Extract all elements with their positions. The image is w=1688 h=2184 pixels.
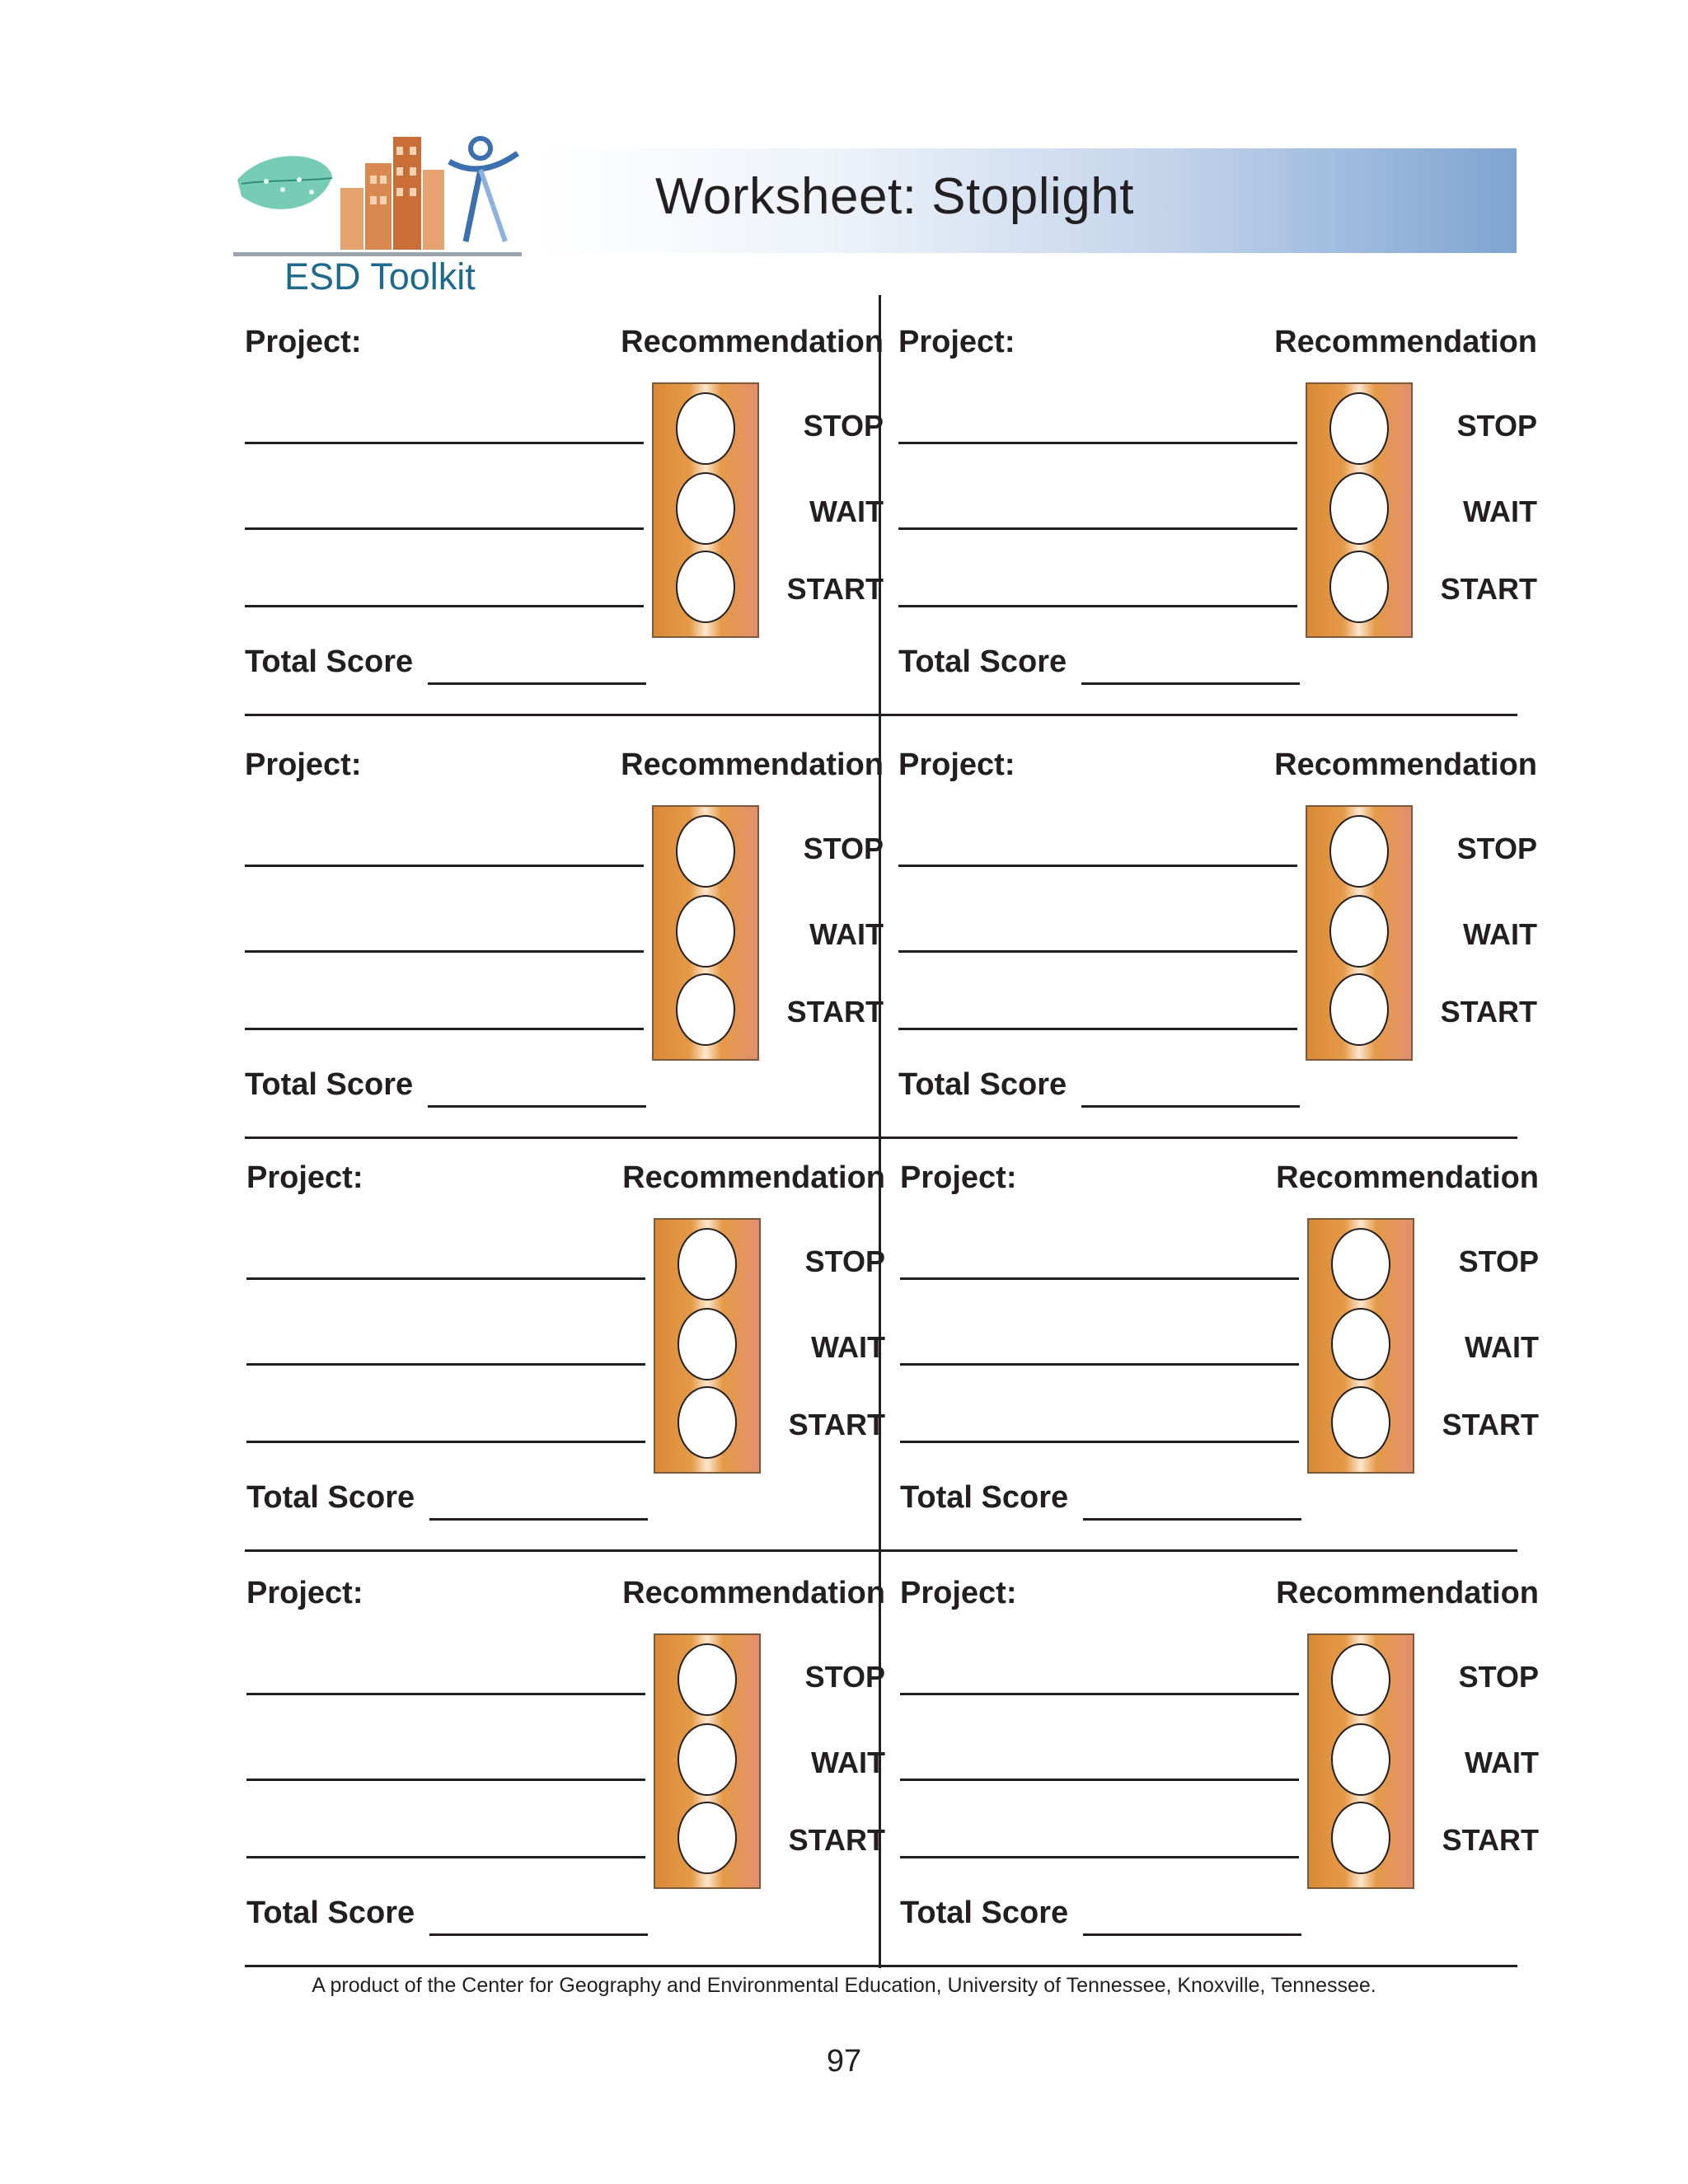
project-line[interactable] xyxy=(246,1693,645,1695)
project-line[interactable] xyxy=(246,1779,645,1781)
worksheet-cell xyxy=(246,1546,885,1958)
start-bulb[interactable] xyxy=(1331,1386,1390,1459)
worksheet-cell xyxy=(898,295,1537,707)
page-number: 97 xyxy=(826,2044,862,2079)
project-label: Project: xyxy=(246,1576,363,1610)
recommendation-label: Recommendation xyxy=(1276,1576,1539,1610)
project-line[interactable] xyxy=(246,1363,645,1366)
project-line[interactable] xyxy=(245,1028,644,1030)
leaf-icon xyxy=(237,156,332,209)
stop-bulb[interactable] xyxy=(1329,815,1389,888)
stop-bulb[interactable] xyxy=(1329,392,1389,465)
total-score-label: Total Score xyxy=(900,1480,1069,1515)
total-score-line[interactable] xyxy=(429,1933,648,1936)
start-bulb[interactable] xyxy=(676,973,735,1046)
start-bulb[interactable] xyxy=(678,1802,737,1874)
project-line[interactable] xyxy=(900,1856,1299,1858)
worksheet-cell xyxy=(245,295,884,707)
project-label: Project: xyxy=(245,748,362,782)
row-divider xyxy=(245,714,1517,716)
stop-bulb[interactable] xyxy=(1331,1643,1390,1716)
stoplight-icon xyxy=(654,1633,761,1889)
project-line[interactable] xyxy=(246,1441,645,1443)
start-label: START xyxy=(786,572,884,606)
project-label: Project: xyxy=(900,1160,1017,1195)
wait-bulb[interactable] xyxy=(1331,1308,1390,1380)
total-score-line[interactable] xyxy=(1083,1518,1301,1521)
stop-label: STOP xyxy=(1458,1244,1539,1278)
total-score-line[interactable] xyxy=(1081,1105,1300,1108)
total-score-line[interactable] xyxy=(428,1105,646,1108)
esd-toolkit-logo xyxy=(233,130,522,258)
start-label: START xyxy=(788,1823,885,1857)
project-label: Project: xyxy=(898,325,1015,359)
stoplight-icon xyxy=(1306,382,1413,638)
project-line[interactable] xyxy=(900,1779,1299,1781)
wait-bulb[interactable] xyxy=(678,1308,737,1380)
total-score-line[interactable] xyxy=(1083,1933,1301,1936)
stop-label: STOP xyxy=(803,409,884,443)
buildings-icon xyxy=(340,137,444,250)
wait-bulb[interactable] xyxy=(676,895,735,968)
worksheet-cell xyxy=(900,1546,1539,1958)
worksheet-cell xyxy=(900,1131,1539,1543)
worksheet-cell xyxy=(246,1131,885,1543)
total-score-label: Total Score xyxy=(898,1067,1067,1102)
wait-label: WAIT xyxy=(1463,917,1537,951)
wait-label: WAIT xyxy=(1465,1330,1539,1364)
project-line[interactable] xyxy=(246,1856,645,1858)
stoplight-icon xyxy=(654,1218,761,1474)
row-divider xyxy=(245,1965,1517,1967)
wait-bulb[interactable] xyxy=(1329,472,1389,545)
total-score-line[interactable] xyxy=(1081,682,1300,685)
total-score-label: Total Score xyxy=(900,1896,1069,1930)
stop-label: STOP xyxy=(1456,832,1537,865)
worksheet-cell xyxy=(245,718,884,1130)
wait-label: WAIT xyxy=(811,1330,885,1364)
wait-bulb[interactable] xyxy=(678,1723,737,1796)
wait-label: WAIT xyxy=(811,1746,885,1779)
wait-bulb[interactable] xyxy=(1329,895,1389,968)
project-line[interactable] xyxy=(898,605,1297,607)
stoplight-icon xyxy=(652,382,759,638)
stop-label: STOP xyxy=(803,832,884,865)
stoplight-icon xyxy=(1307,1633,1414,1889)
stop-label: STOP xyxy=(804,1244,885,1278)
person-icon xyxy=(449,138,518,241)
total-score-label: Total Score xyxy=(246,1896,415,1930)
recommendation-label: Recommendation xyxy=(621,325,884,359)
total-score-label: Total Score xyxy=(245,1067,414,1102)
total-score-label: Total Score xyxy=(246,1480,415,1515)
project-line[interactable] xyxy=(898,950,1297,953)
start-bulb[interactable] xyxy=(1329,973,1389,1046)
project-label: Project: xyxy=(245,325,362,359)
project-line[interactable] xyxy=(900,1441,1299,1443)
recommendation-label: Recommendation xyxy=(622,1160,885,1195)
project-label: Project: xyxy=(898,748,1015,782)
project-line[interactable] xyxy=(245,605,644,607)
wait-label: WAIT xyxy=(809,917,884,951)
start-bulb[interactable] xyxy=(1331,1802,1390,1874)
stop-bulb[interactable] xyxy=(676,392,735,465)
footer-credit: A product of the Center for Geography and Environmental Education, University of Tennessee, Knoxville, Tennessee. xyxy=(312,1974,1376,1997)
start-label: START xyxy=(1442,1823,1539,1857)
start-bulb[interactable] xyxy=(1329,551,1389,623)
stop-bulb[interactable] xyxy=(1331,1228,1390,1301)
stop-bulb[interactable] xyxy=(678,1643,737,1716)
project-line[interactable] xyxy=(245,865,644,867)
logo-label: ESD Toolkit xyxy=(284,255,476,298)
stop-bulb[interactable] xyxy=(678,1228,737,1301)
stoplight-icon xyxy=(1307,1218,1414,1474)
total-score-label: Total Score xyxy=(245,644,414,679)
start-label: START xyxy=(786,995,884,1029)
project-label: Project: xyxy=(900,1576,1017,1610)
wait-bulb[interactable] xyxy=(676,472,735,545)
total-score-line[interactable] xyxy=(428,682,646,685)
stop-bulb[interactable] xyxy=(676,815,735,888)
worksheet-cell xyxy=(898,718,1537,1130)
project-line[interactable] xyxy=(898,442,1297,444)
start-label: START xyxy=(1442,1408,1539,1441)
start-label: START xyxy=(788,1408,885,1441)
start-label: START xyxy=(1440,995,1537,1029)
stoplight-icon xyxy=(652,805,759,1061)
stop-label: STOP xyxy=(1456,409,1537,443)
project-line[interactable] xyxy=(900,1277,1299,1280)
project-line[interactable] xyxy=(898,865,1297,867)
project-line[interactable] xyxy=(245,442,644,444)
recommendation-label: Recommendation xyxy=(1274,748,1537,782)
recommendation-label: Recommendation xyxy=(1274,325,1537,359)
project-line[interactable] xyxy=(900,1693,1299,1695)
recommendation-label: Recommendation xyxy=(622,1576,885,1610)
recommendation-label: Recommendation xyxy=(1276,1160,1539,1195)
start-bulb[interactable] xyxy=(676,551,735,623)
start-label: START xyxy=(1440,572,1537,606)
project-line[interactable] xyxy=(898,1028,1297,1030)
total-score-line[interactable] xyxy=(429,1518,648,1521)
wait-label: WAIT xyxy=(1465,1746,1539,1779)
stop-label: STOP xyxy=(804,1660,885,1694)
start-bulb[interactable] xyxy=(678,1386,737,1459)
project-line[interactable] xyxy=(245,950,644,953)
recommendation-label: Recommendation xyxy=(621,748,884,782)
project-line[interactable] xyxy=(245,527,644,530)
project-line[interactable] xyxy=(900,1363,1299,1366)
project-label: Project: xyxy=(246,1160,363,1195)
page-title: Worksheet: Stoplight xyxy=(655,168,1134,225)
wait-bulb[interactable] xyxy=(1331,1723,1390,1796)
stop-label: STOP xyxy=(1458,1660,1539,1694)
wait-label: WAIT xyxy=(1463,494,1537,528)
wait-label: WAIT xyxy=(809,494,884,528)
project-line[interactable] xyxy=(898,527,1297,530)
stoplight-icon xyxy=(1306,805,1413,1061)
total-score-label: Total Score xyxy=(898,644,1067,679)
project-line[interactable] xyxy=(246,1277,645,1280)
